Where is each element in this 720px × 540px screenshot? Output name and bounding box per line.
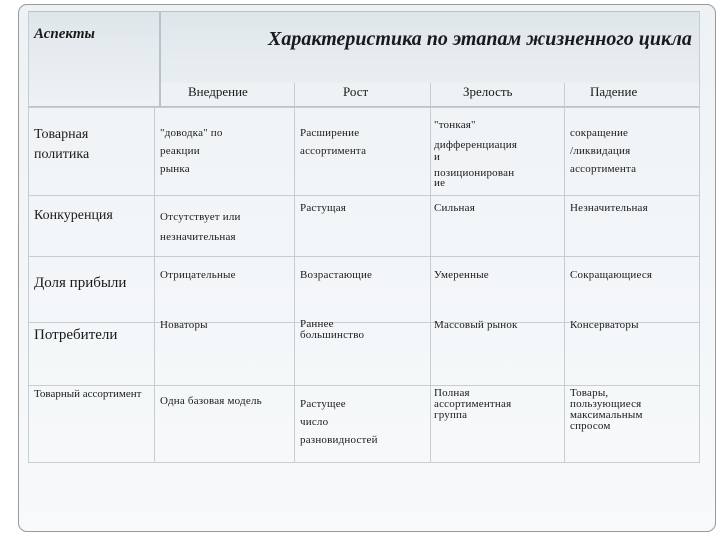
aspects-header: Аспекты bbox=[34, 26, 95, 42]
cell-line: ассортиментная bbox=[434, 398, 512, 410]
table-cell: Новаторы bbox=[160, 319, 208, 331]
stage-maturity: Зрелость bbox=[463, 84, 513, 99]
table-cell: Сильная bbox=[434, 202, 475, 214]
cell-line: разновидностей bbox=[300, 434, 378, 446]
table-cell: Растущая bbox=[300, 202, 347, 214]
cell-line: дифференциация bbox=[434, 139, 518, 151]
aspect-consumers: Потребители bbox=[34, 327, 118, 343]
table-cell: Незначительная bbox=[570, 202, 648, 214]
table-cell bbox=[160, 124, 223, 178]
cell-line: Отсутствует или bbox=[160, 211, 241, 223]
cell-line: рынка bbox=[160, 163, 190, 175]
row-divider bbox=[28, 462, 700, 463]
table-cell bbox=[434, 118, 517, 188]
table-cell: Массовый рынок bbox=[434, 319, 518, 331]
cell-line: ассортимента bbox=[570, 163, 637, 175]
cell-line: "тонкая" bbox=[434, 119, 476, 131]
stage-intro: Внедрение bbox=[188, 84, 248, 99]
table-cell: Отрицательные bbox=[160, 269, 236, 281]
cell-line: Полная bbox=[434, 387, 470, 399]
table-cell bbox=[570, 124, 636, 178]
cell-line: /ликвидация bbox=[570, 145, 631, 157]
col-divider bbox=[154, 107, 155, 462]
aspect-competition: Конкуренция bbox=[34, 208, 113, 223]
col-divider bbox=[564, 83, 565, 462]
cell-line: сокращение bbox=[570, 127, 629, 139]
cell-line: реакции bbox=[160, 145, 200, 157]
cell-line: и bbox=[434, 151, 441, 163]
cell-line: незначительная bbox=[160, 231, 236, 243]
row-divider bbox=[28, 385, 700, 386]
table-cell bbox=[570, 388, 643, 432]
aspect-profit-share: Доля прибыли bbox=[34, 275, 127, 291]
col-divider bbox=[430, 83, 431, 462]
cell-line: группа bbox=[434, 409, 468, 421]
stage-decline: Падение bbox=[590, 84, 638, 99]
cell-line: Растущее bbox=[300, 398, 346, 410]
cell-line: "доводка" по bbox=[160, 127, 223, 139]
stage-growth: Рост bbox=[343, 84, 369, 99]
aspect-assortment: Товарный ассортимент bbox=[34, 388, 142, 400]
cell-line: спросом bbox=[570, 420, 611, 432]
table-cell: Сокращающиеся bbox=[570, 269, 653, 281]
row-divider bbox=[28, 107, 700, 108]
col-divider bbox=[28, 11, 29, 462]
table-cell bbox=[300, 124, 366, 160]
table-cell: Одна базовая модель bbox=[160, 395, 262, 407]
cell-line: пользующиеся bbox=[570, 398, 642, 410]
table-cell: Возрастающие bbox=[300, 269, 373, 281]
row-divider bbox=[28, 256, 700, 257]
table-cell: Консерваторы bbox=[570, 319, 639, 331]
cell-line: Раннее bbox=[300, 318, 334, 330]
row-divider bbox=[28, 195, 700, 196]
col-divider bbox=[699, 11, 700, 462]
table-cell bbox=[434, 388, 511, 421]
col-divider bbox=[294, 83, 295, 462]
cell-line: максимальным bbox=[570, 409, 643, 421]
cell-line: ассортимента bbox=[300, 145, 367, 157]
cell-line: ие bbox=[434, 177, 446, 189]
cell-line: Расширение bbox=[300, 127, 360, 139]
table-cell: Умеренные bbox=[434, 269, 489, 281]
cell-line: число bbox=[300, 416, 329, 428]
table-cell bbox=[300, 319, 364, 341]
table-cell bbox=[160, 208, 241, 246]
aspect-product-policy bbox=[34, 125, 144, 165]
table-cell bbox=[300, 395, 378, 449]
cell-line: позиционирован bbox=[434, 167, 515, 179]
cell-line: Товары, bbox=[570, 387, 609, 399]
characteristic-header: Характеристика по этапам жизненного цикла bbox=[268, 28, 692, 50]
aspect-label: Товарная политика bbox=[34, 127, 90, 162]
cell-line: большинство bbox=[300, 329, 365, 341]
